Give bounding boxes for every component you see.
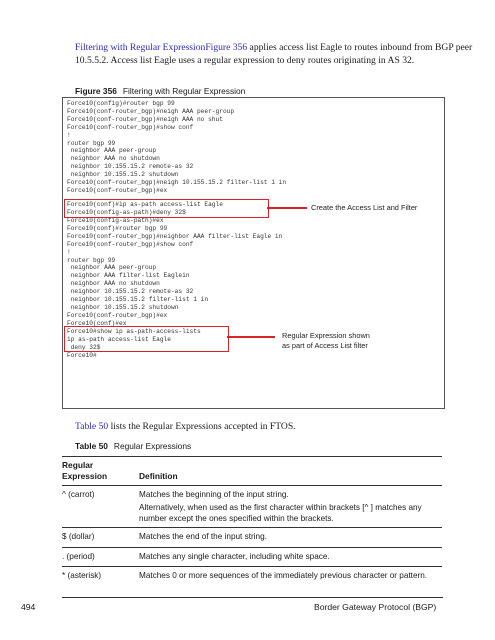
callout-connector-1 (267, 207, 307, 209)
figure-caption (75, 86, 245, 96)
table-title: Regular Expressions (113, 441, 192, 451)
callout-line-2: as part of Access List filter (282, 340, 368, 350)
ref-text: lists the Regular Expressions accepted in FTOS. (108, 421, 296, 432)
cli-code-block-1: Force10(config)#router bgp 99 Force10(conf-router_bgp)#neigh AAA peer-group Force10(conf-router_bgp)#neigh AAA no shut Force10(conf-router_bgp)#show conf ! router bgp 99 neighbor AAA peer-group neighbor AAA no shutdown neighbor 10.155.15.2 remote-as 32 neighbor 10.155.15.2 shutdown Force10(conf-router_bgp)#neigh 10.155.15.2 filter-list 1 in Force10(conf-router_bgp)#ex (67, 100, 287, 194)
row-1-definition-alt: Alternatively, when used as the first character within brackets [^ ] matches any number except the ones specified within the brackets. (139, 503, 422, 523)
row-1-definition: Matches the beginning of the input string. (139, 490, 289, 499)
figure-label: Figure 356 (75, 86, 117, 96)
table-top-rule (62, 456, 442, 457)
table-header-rule (62, 485, 442, 486)
header-definition: Definition (139, 471, 178, 481)
header-col1-line2: Expression (62, 471, 108, 481)
row-1-expression: ^ (carrot) (62, 490, 95, 499)
row-2-definition: Matches the end of the input string. (139, 532, 267, 541)
table-link[interactable]: Table 50 (75, 421, 109, 432)
row-divider-1 (62, 527, 442, 528)
row-4-expression: * (asterisk) (62, 571, 102, 580)
access-list-highlight-box (64, 199, 269, 218)
table-label: Table 50 (75, 441, 108, 451)
callout-line-1: Regular Expression shown (282, 331, 370, 340)
callout-connector-2 (227, 336, 275, 338)
row-3-definition: Matches any single character, including white space. (139, 552, 330, 561)
row-divider-2 (62, 547, 442, 548)
regex-highlight-box (64, 326, 229, 352)
row-divider-3 (62, 566, 442, 567)
cli-code-block-2: Force10(conf)#ip as-path access-list Eagle Force10(config-as-path)#deny 32$ (67, 201, 223, 216)
page-number: 494 (21, 602, 36, 612)
footer-rule (62, 597, 443, 598)
callout-create-access-list: Create the Access List and Filter (311, 203, 418, 212)
intro-text: applies access list Eagle to routes inbound from BGP peer 10.5.5.2. Access list Eagle uses a regular expression to deny routes originating in AS 32. (75, 42, 473, 66)
section-link[interactable]: Filtering with Regular Expression (75, 42, 206, 53)
row-4-definition: Matches 0 or more sequences of the immediately previous character or pattern. (139, 571, 428, 580)
table-caption (75, 441, 191, 451)
callout-regex-shown (282, 331, 370, 350)
figure-link[interactable]: Figure 356 (205, 42, 248, 53)
header-col1-line1: Regular (62, 460, 94, 470)
cli-code-block-5: Force10# (67, 352, 97, 359)
table-reference-paragraph (75, 421, 296, 432)
row-3-expression: . (period) (62, 552, 95, 561)
cli-code-block-3: Force10(config-as-path)#ex Force10(conf)#router bgp 99 Force10(conf-router_bgp)#neighbor AAA filter-list Eagle in Force10(conf-router_bgp)#show conf ! router bgp 99 neighbor AAA peer-group neighbor AAA filter-list Eaglein neighbor AAA no shutdown neighbor 10.155.15.2 remote-as 32 neighbor 10.155.15.2 filter-list 1 in neighbor 10.155.15.2 shutdown Force10(conf-router_bgp)#ex Force10(conf)#ex (67, 217, 283, 327)
chapter-title: Border Gateway Protocol (BGP) (314, 602, 437, 612)
row-2-expression: $ (dollar) (62, 532, 95, 541)
figure-title: Filtering with Regular Expression (122, 86, 246, 96)
header-regular-expression (62, 460, 107, 482)
cli-code-block-4: Force10#show ip as-path-access-lists ip as-path access-list Eagle deny 32$ (67, 328, 201, 351)
intro-paragraph (75, 41, 475, 67)
